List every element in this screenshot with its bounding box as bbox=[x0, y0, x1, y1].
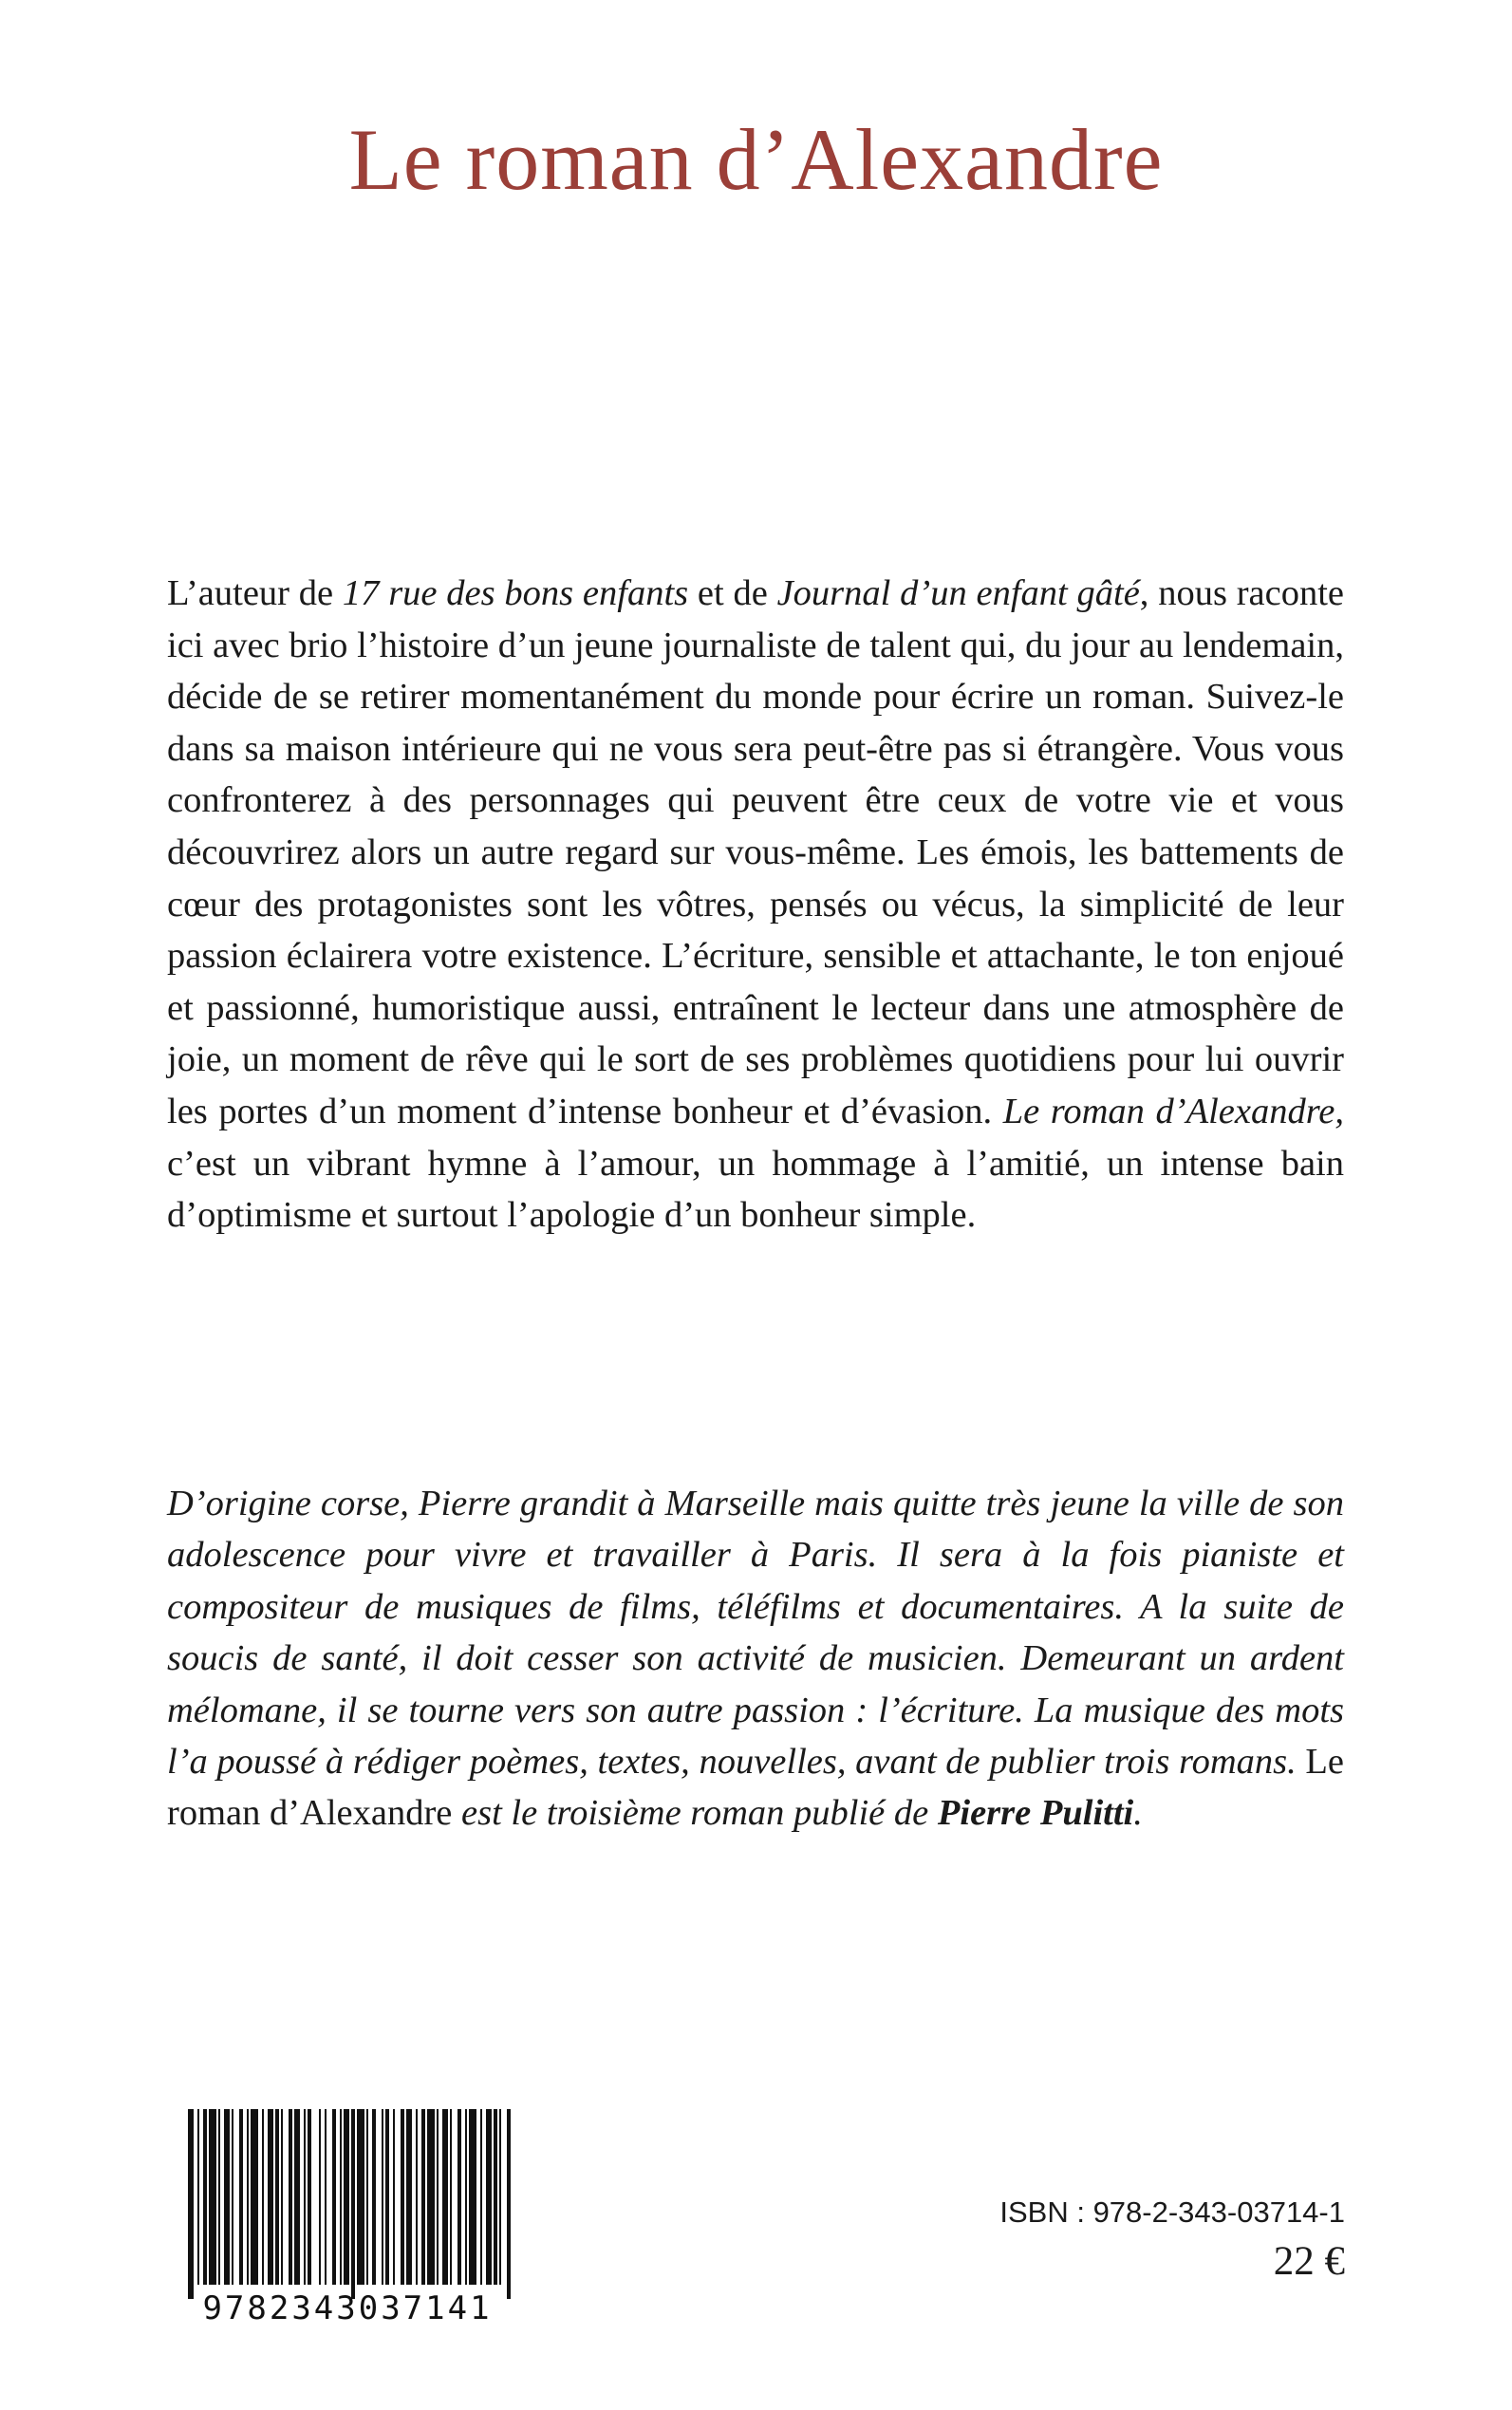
barcode-bar bbox=[275, 2109, 279, 2285]
barcode-bar bbox=[247, 2109, 249, 2285]
summary-text: c’est un vibrant hymne à l’amour, un hommage à l’amitié, un intense bain d’optimisme et surtout l’apologie d’un bonheur simple. bbox=[167, 1143, 1344, 1236]
work-title: 17 rue des bons enfants bbox=[342, 573, 689, 613]
barcode-bar bbox=[382, 2109, 383, 2285]
author-bio bbox=[167, 1478, 1344, 1840]
work-title: Journal d’un enfant gâté bbox=[776, 573, 1140, 613]
barcode-bar bbox=[427, 2109, 435, 2285]
book-title: Le roman d’Alexandre bbox=[348, 111, 1164, 208]
barcode-bar bbox=[393, 2109, 395, 2285]
work-title: Le roman d’Alexandre, bbox=[1002, 1091, 1344, 1131]
barcode-bar bbox=[188, 2109, 194, 2299]
summary-text: , nous raconte ici avec brio l’histoire d’un jeune journaliste de talent qui, du jour au lendemain, décide de se retirer momentanément du monde pour écrire un roman. Suivez-le dans sa maison intérieure qui ne vous sera peut-être pas si étrangère. Vous vous confronterez à des personnages qui peuvent être ceux de votre vie et vous découvrirez alors un autre regard sur vous-même. Les émois, les battements de cœur des protagonistes sont les vôtres, pensés ou vécus, la simplicité de leur passion éclairera votre existence. L’écriture, sensible et attachante, le ton enjoué et passionné, humoristique aussi, entraînent le lecteur dans une atmosphère de joie, un moment de rêve qui le sort de ses problèmes quotidiens pour lui ouvrir les portes d’un moment d’intense bonheur et d’évasion. bbox=[167, 573, 1344, 1131]
barcode-bar bbox=[203, 2109, 207, 2285]
barcode-bar bbox=[239, 2109, 243, 2285]
barcode-bar bbox=[218, 2109, 220, 2285]
barcode-bar bbox=[465, 2109, 467, 2285]
barcode-bar bbox=[486, 2109, 492, 2285]
barcode-bar bbox=[421, 2109, 425, 2285]
barcode-bar bbox=[304, 2109, 306, 2285]
barcode-bar bbox=[319, 2109, 321, 2285]
barcode-bar bbox=[372, 2109, 376, 2285]
barcode-bar bbox=[357, 2109, 364, 2285]
price: 22 € bbox=[1273, 2239, 1345, 2284]
barcode-bar bbox=[351, 2109, 355, 2299]
barcode-bar bbox=[289, 2109, 292, 2285]
isbn-number: ISBN : 978-2-343-03714-1 bbox=[999, 2195, 1345, 2229]
barcode-bar bbox=[401, 2109, 404, 2285]
barcode-bar bbox=[268, 2109, 273, 2285]
bio-text: est le troisième roman publié de bbox=[452, 1793, 938, 1834]
summary-text: et de bbox=[688, 573, 777, 613]
barcode-bar bbox=[332, 2109, 336, 2285]
barcode-bar bbox=[281, 2109, 283, 2285]
barcode-bar bbox=[209, 2109, 216, 2285]
barcode-bar bbox=[232, 2109, 233, 2285]
barcode-bar bbox=[416, 2109, 418, 2285]
summary-text: L’auteur de bbox=[167, 573, 343, 613]
barcode-bar bbox=[494, 2109, 497, 2285]
barcode-bar bbox=[450, 2109, 452, 2285]
barcode-bar bbox=[308, 2109, 311, 2285]
barcode-bar bbox=[406, 2109, 412, 2285]
barcode-bars bbox=[188, 2109, 520, 2299]
barcode-bar bbox=[197, 2109, 199, 2285]
barcode-bar bbox=[457, 2109, 461, 2285]
barcode bbox=[167, 2109, 528, 2327]
book-reference: Le roman d’Alexandre bbox=[167, 1742, 1344, 1834]
barcode-bar bbox=[224, 2109, 230, 2285]
barcode-bar bbox=[480, 2109, 482, 2285]
barcode-bar bbox=[442, 2109, 448, 2285]
barcode-bar bbox=[340, 2109, 342, 2285]
barcode-bar bbox=[366, 2109, 368, 2285]
barcode-bar bbox=[385, 2109, 389, 2285]
bio-text: D’origine corse, Pierre grandit à Marseille mais quitte très jeune la ville de son adolescence pour vivre et travailler à Paris. Il sera à la fois pianiste et compositeur de musiques de films, téléfilms et documentaires. A la suite de soucis de santé, il doit cesser son activité de musicien. Demeurant un ardent mélomane, il se tourne vers son autre passion : l’écriture. La musique des mots l’a poussé à rédiger poèmes, textes, nouvelles, avant de publier trois romans. bbox=[167, 1484, 1344, 1783]
book-summary bbox=[167, 568, 1344, 1242]
barcode-bar bbox=[325, 2109, 327, 2285]
barcode-digits: 9782343037141 bbox=[202, 2289, 493, 2327]
bio-text: . bbox=[1133, 1793, 1143, 1834]
barcode-bar bbox=[437, 2109, 439, 2285]
barcode-bar bbox=[344, 2109, 349, 2285]
barcode-bar bbox=[294, 2109, 300, 2285]
barcode-bar bbox=[251, 2109, 258, 2285]
author-name: Pierre Pulitti bbox=[937, 1793, 1134, 1834]
barcode-bar bbox=[262, 2109, 264, 2285]
barcode-bar bbox=[469, 2109, 476, 2285]
barcode-bar bbox=[507, 2109, 511, 2299]
barcode-bar bbox=[499, 2109, 501, 2285]
